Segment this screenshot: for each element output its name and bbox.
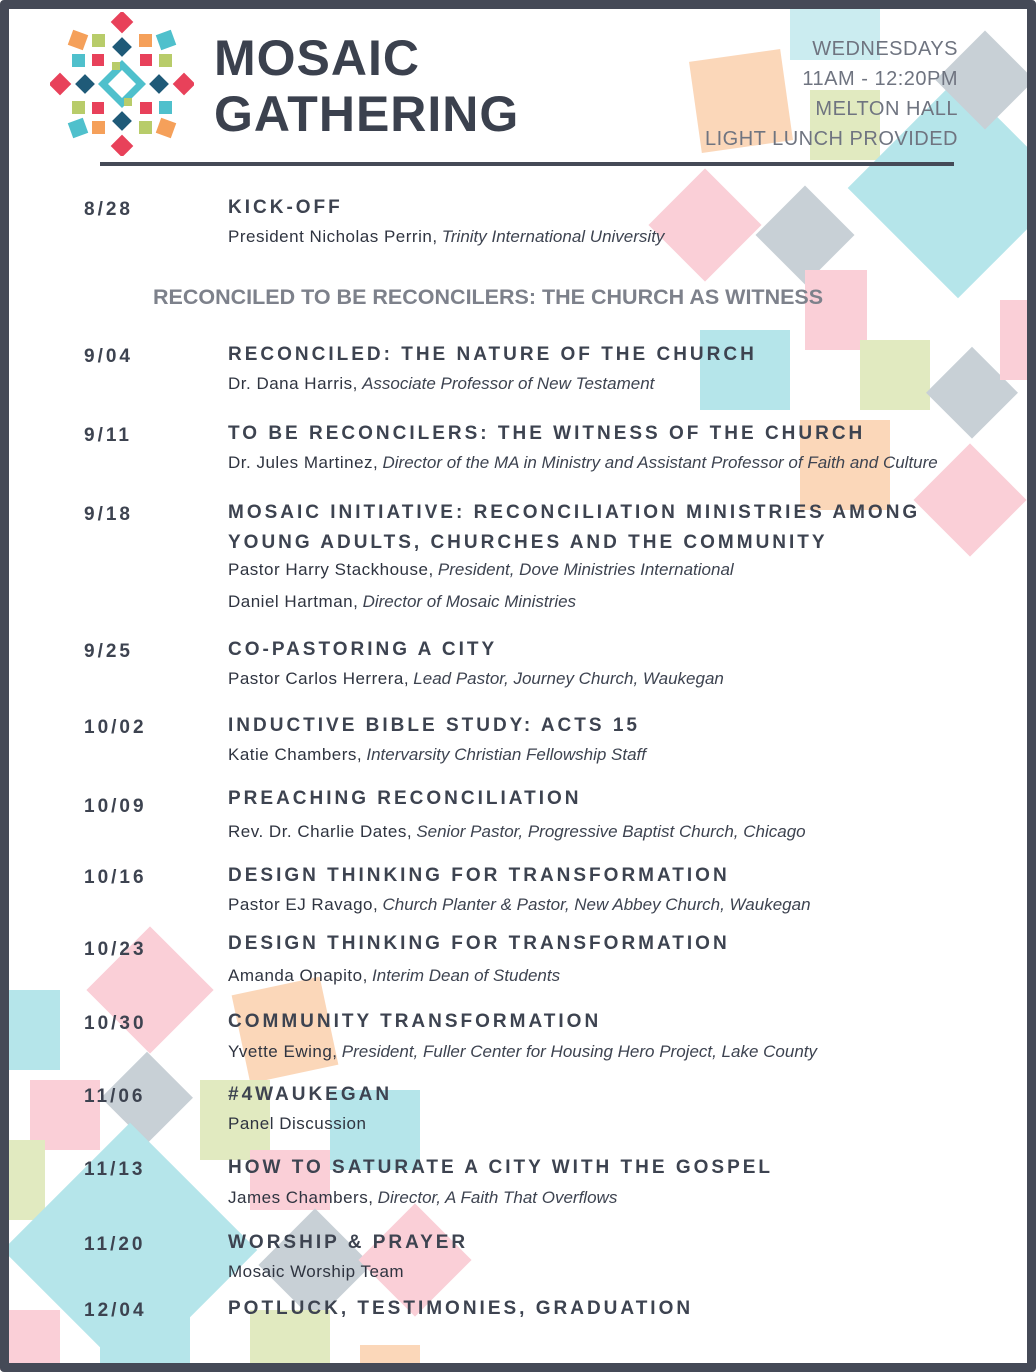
session-date: 12/04: [84, 1300, 147, 1321]
speaker-name: President Nicholas Perrin: [228, 227, 433, 246]
session-title: COMMUNITY TRANSFORMATION: [228, 1011, 602, 1032]
speaker-name: Dr. Dana Harris: [228, 374, 353, 393]
session-date: 11/13: [84, 1159, 146, 1180]
session-title: HOW TO SATURATE A CITY WITH THE GOSPEL: [228, 1157, 774, 1178]
session-title: KICK-OFF: [228, 197, 343, 218]
session-date: 9/18: [84, 504, 133, 525]
speaker-line: Amanda Onapito, Interim Dean of Students: [228, 966, 561, 985]
speaker-line: Rev. Dr. Charlie Dates, Senior Pastor, Progressive Baptist Church, Chicago: [228, 822, 806, 841]
speaker-line: [228, 1262, 404, 1282]
speaker-line: Katie Chambers, Intervarsity Christian Fellowship Staff: [228, 745, 646, 764]
session-date: 10/02: [84, 717, 147, 738]
speaker-role: Director of Mosaic Ministries: [362, 592, 577, 611]
speaker-role: President, Dove Ministries International: [437, 560, 734, 579]
title-line-2: GATHERING: [214, 86, 520, 142]
session-date: 10/30: [84, 1013, 147, 1034]
speaker-role: Senior Pastor, Progressive Baptist Church, Chicago: [416, 822, 806, 841]
session-date: 11/20: [84, 1234, 146, 1255]
speaker-role: Director, A Faith That Overflows: [377, 1188, 618, 1207]
header-divider: [100, 162, 954, 166]
speaker-line: Dr. Jules Martinez, Director of the MA in Ministry and Assistant Professor of Faith and Culture: [228, 453, 938, 472]
speaker-name: Yvette Ewing: [228, 1042, 333, 1061]
speaker-name: Pastor EJ Ravago: [228, 895, 374, 914]
session-date: 9/25: [84, 641, 133, 662]
speaker-line: [228, 1114, 366, 1134]
info-lunch: LIGHT LUNCH PROVIDED: [704, 128, 958, 150]
speaker-name: Panel Discussion: [228, 1114, 367, 1133]
session-title: PREACHING RECONCILIATION: [228, 788, 582, 809]
session-title: RECONCILED: THE NATURE OF THE CHURCH: [228, 344, 757, 365]
session-date: 11/06: [84, 1086, 146, 1107]
info-location: MELTON HALL: [815, 98, 958, 120]
title-line-1: MOSAIC: [214, 30, 420, 86]
speaker-role: Director of the MA in Ministry and Assistant Professor of Faith and Culture: [382, 453, 938, 472]
session-title: CO-PASTORING A CITY: [228, 639, 498, 660]
session-date: 9/11: [84, 425, 132, 446]
speaker-line: President Nicholas Perrin, Trinity International University: [228, 227, 665, 246]
speaker-role: Associate Professor of New Testament: [362, 374, 655, 393]
series-title: RECONCILED TO BE RECONCILERS: THE CHURCH AS WITNESS: [153, 285, 824, 309]
speaker-name: Rev. Dr. Charlie Dates: [228, 822, 407, 841]
speaker-name: James Chambers: [228, 1188, 369, 1207]
session-title: DESIGN THINKING FOR TRANSFORMATION: [228, 933, 730, 954]
session-title: DESIGN THINKING FOR TRANSFORMATION: [228, 865, 730, 886]
speaker-name: Amanda Onapito: [228, 966, 363, 985]
speaker-role: Interim Dean of Students: [372, 966, 561, 985]
session-title: WORSHIP & PRAYER: [228, 1232, 469, 1253]
session-title: INDUCTIVE BIBLE STUDY: ACTS 15: [228, 715, 640, 736]
speaker-role: President, Fuller Center for Housing Hero Project, Lake County: [341, 1042, 818, 1061]
page-title: [214, 30, 519, 142]
session-date: 8/28: [84, 199, 133, 220]
speaker-line: Daniel Hartman, Director of Mosaic Ministries: [228, 592, 577, 611]
speaker-name: Pastor Harry Stackhouse: [228, 560, 429, 579]
speaker-line: Pastor Harry Stackhouse, President, Dove Ministries International: [228, 560, 734, 579]
speaker-role: Church Planter & Pastor, New Abbey Church, Waukegan: [382, 895, 811, 914]
speaker-name: Daniel Hartman: [228, 592, 354, 611]
speaker-name: Pastor Carlos Herrera: [228, 669, 404, 688]
session-date: 10/09: [84, 796, 147, 817]
speaker-line: James Chambers, Director, A Faith That Overflows: [228, 1188, 618, 1207]
event-info: [705, 34, 958, 154]
session-title: #4WAUKEGAN: [228, 1084, 393, 1105]
speaker-line: Dr. Dana Harris, Associate Professor of New Testament: [228, 374, 655, 393]
session-date: 10/16: [84, 867, 147, 888]
session-title-line-2: YOUNG ADULTS, CHURCHES AND THE COMMUNITY: [228, 532, 828, 553]
info-day: WEDNESDAYS: [812, 38, 958, 60]
speaker-role: Trinity International University: [441, 227, 665, 246]
speaker-line: Pastor Carlos Herrera, Lead Pastor, Journey Church, Waukegan: [228, 669, 724, 688]
info-time: 11AM - 12:20PM: [802, 68, 958, 90]
speaker-role: Intervarsity Christian Fellowship Staff: [366, 745, 646, 764]
speaker-role: Lead Pastor, Journey Church, Waukegan: [413, 669, 724, 688]
session-title: TO BE RECONCILERS: THE WITNESS OF THE CHURCH: [228, 423, 866, 444]
mosaic-logo-icon: [50, 12, 194, 156]
session-title: MOSAIC INITIATIVE: RECONCILIATION MINISTRIES AMONG: [228, 502, 921, 523]
session-date: 9/04: [84, 346, 133, 367]
speaker-name: Dr. Jules Martinez: [228, 453, 374, 472]
session-title: POTLUCK, TESTIMONIES, GRADUATION: [228, 1298, 694, 1319]
session-date: 10/23: [84, 939, 147, 960]
speaker-name: Katie Chambers: [228, 745, 357, 764]
speaker-name: Mosaic Worship Team: [228, 1262, 405, 1281]
speaker-line: Pastor EJ Ravago, Church Planter & Pastor, New Abbey Church, Waukegan: [228, 895, 811, 914]
speaker-line: Yvette Ewing, President, Fuller Center for Housing Hero Project, Lake County: [228, 1042, 818, 1061]
